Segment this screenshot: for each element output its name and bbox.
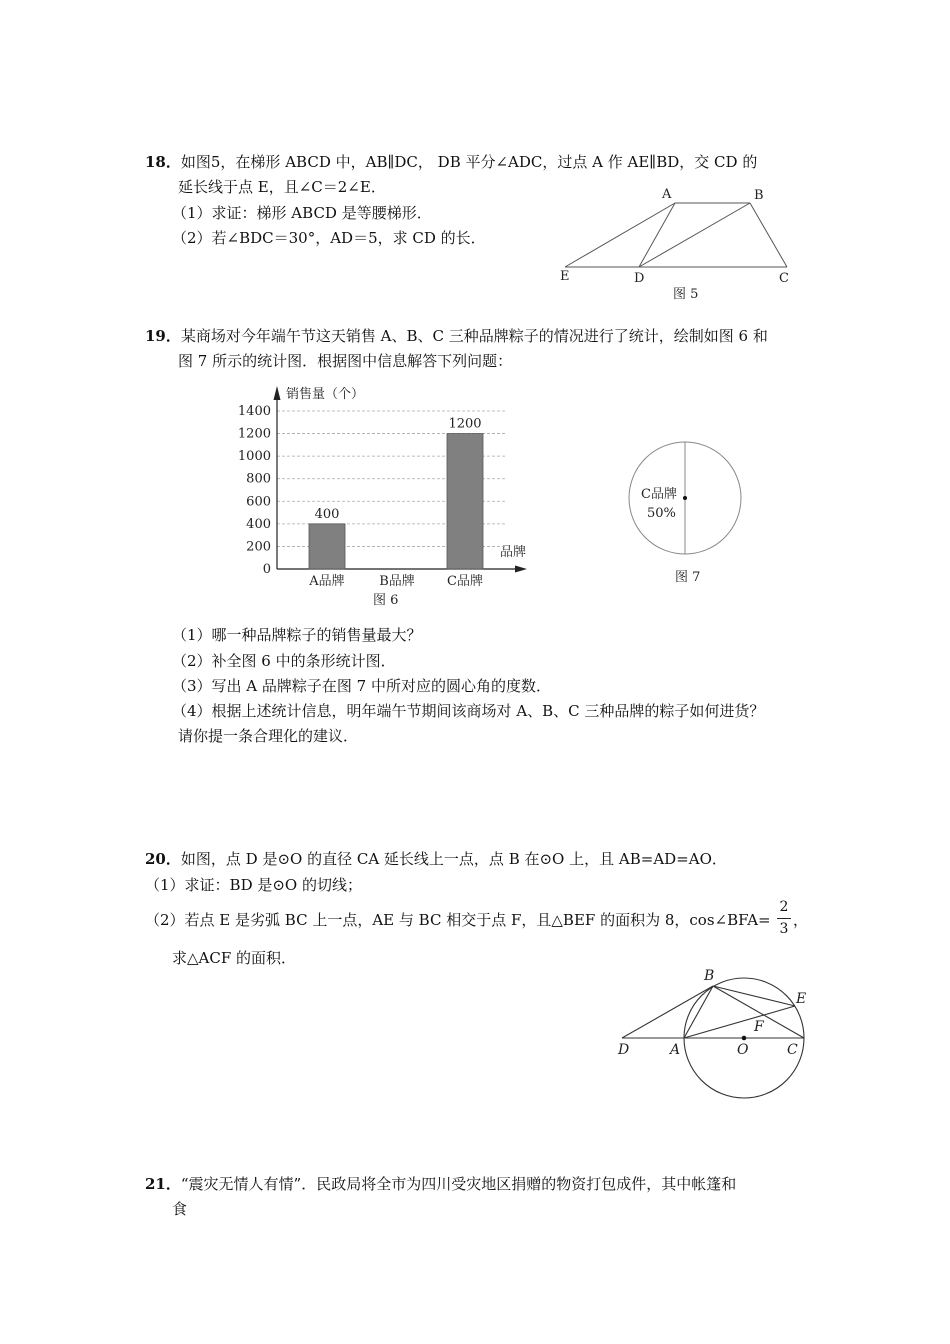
label-O: O (737, 1042, 749, 1058)
y-tick-label: 0 (262, 562, 271, 577)
q20-part2b: 求△ACF 的面积． (172, 949, 297, 967)
label-B: B (704, 968, 715, 984)
pie-label-c: C品牌 (641, 487, 677, 502)
q19-part1: （1）哪一种品牌粽子的销售量最大？ (172, 626, 422, 644)
q18-line2: 延长线于点 E，且∠C＝2∠E． (178, 178, 386, 196)
q19-text: 某商场对今年端午节这天销售 A、B、C 三种品牌粽子的情况进行了统计，绘制如图 6 和 (180, 327, 768, 345)
y-tick-label: 800 (246, 471, 271, 487)
label-D: D (634, 271, 645, 286)
label-E: E (796, 991, 807, 1007)
pie-chart (620, 430, 755, 590)
y-tick-label: 1400 (237, 404, 271, 419)
y-axis-arrow (274, 386, 281, 400)
label-F: F (754, 1019, 764, 1035)
q18-figure-trapezoid (555, 183, 805, 308)
q19-number: 19 (145, 327, 166, 345)
pie-label-percent: 50% (647, 506, 676, 521)
center-dot-O (742, 1036, 747, 1041)
y-tick-label: 1200 (237, 426, 271, 442)
q19-part3: （3）写出 A 品牌粽子在图 7 中所对应的圆心角的度数． (172, 677, 551, 695)
x-axis-label: 品牌 (500, 545, 527, 560)
q18-number: 18 (145, 153, 166, 171)
q21-line1: 21．“震灾无情人有情”．民政局将全市为四川受灾地区捐赠的物资打包成件，其中帐篷和 (145, 1175, 737, 1193)
bar-data-label: 1200 (448, 416, 482, 432)
segment-BE (713, 986, 795, 1006)
label-C: C (779, 271, 789, 286)
label-E: E (560, 269, 570, 284)
fraction-bar (777, 918, 791, 919)
segment-AE (684, 1006, 795, 1038)
fraction-numerator: 2 (779, 899, 789, 915)
label-B: B (754, 188, 764, 203)
bar-C品牌 (447, 434, 483, 569)
pie-center-dot (683, 496, 687, 500)
label-A: A (670, 1042, 681, 1058)
q20-text: 如图，点 D 是⊙O 的直径 CA 延长线上一点，点 B 在⊙O 上，且 AB=AD=AO． (180, 850, 727, 868)
x-axis-arrow (515, 566, 527, 573)
figure7-caption: 图 7 (675, 570, 701, 585)
segment-DB (622, 986, 713, 1038)
segment-BD (639, 203, 750, 267)
q19-line2: 图 7 所示的统计图．根据图中信息解答下列问题： (178, 352, 513, 370)
label-C: C (787, 1042, 798, 1058)
q20-part2-end: ， (793, 911, 809, 929)
x-tick-label: C品牌 (447, 574, 483, 589)
q18-part2: （2）若∠BDC＝30°，AD＝5，求 CD 的长． (172, 229, 486, 247)
label-D: D (618, 1042, 630, 1058)
y-tick-label: 600 (246, 494, 271, 510)
q20-part1: （1）求证：BD 是⊙O 的切线； (145, 876, 362, 894)
q21-text: “震灾无情人有情”．民政局将全市为四川受灾地区捐赠的物资打包成件，其中帐篷和 (180, 1175, 737, 1193)
q20-number: 20 (145, 850, 166, 868)
segment-AD (639, 203, 675, 267)
q18-line1: 18．如图5，在梯形 ABCD 中，AB∥DC， DB 平分∠ADC，过点 A 作 AE∥BD，交 CD 的 (145, 153, 758, 171)
figure5-caption: 图 5 (673, 287, 699, 302)
segment-BC (750, 203, 787, 267)
fraction-denominator: 3 (779, 921, 789, 937)
q20-line1: 20．如图，点 D 是⊙O 的直径 CA 延长线上一点，点 B 在⊙O 上，且 AB=AD=AO． (145, 850, 727, 868)
label-A: A (662, 187, 672, 202)
segment-AE (565, 203, 675, 267)
x-tick-label: B品牌 (379, 574, 415, 589)
y-tick-label: 400 (246, 516, 271, 532)
bar-data-label: 400 (314, 506, 340, 522)
q21-line2: 食 (172, 1200, 188, 1218)
q19-part4: （4）根据上述统计信息，明年端午节期间该商场对 A、B、C 三种品牌的粽子如何进货？ (172, 702, 765, 720)
y-axis-label: 销售量（个） (286, 387, 365, 402)
q19-part2: （2）补全图 6 中的条形统计图． (172, 652, 396, 670)
q20-part2: （2）若点 E 是劣弧 BC 上一点，AE 与 BC 相交于点 F，且△BEF 的面积为 8，cos∠BFA= (145, 911, 771, 929)
bar-chart (230, 380, 550, 615)
x-tick-label: A品牌 (309, 574, 345, 589)
q19-part4b: 请你提一条合理化的建议． (178, 727, 359, 745)
q19-line1: 19．某商场对今年端午节这天销售 A、B、C 三种品牌粽子的情况进行了统计，绘制如图 6 和 (145, 327, 768, 345)
y-tick-label: 200 (246, 539, 271, 555)
bar-A品牌 (309, 524, 345, 569)
y-tick-label: 1000 (237, 449, 271, 465)
q18-text: 如图5，在梯形 ABCD 中，AB∥DC， DB 平分∠ADC，过点 A 作 AE∥BD，交 CD 的 (180, 153, 758, 171)
chart-caption: 图 6 (373, 593, 399, 608)
q20-figure-circle (612, 962, 817, 1102)
q18-part1: （1）求证：梯形 ABCD 是等腰梯形． (172, 204, 432, 222)
q21-number: 21 (145, 1175, 166, 1193)
